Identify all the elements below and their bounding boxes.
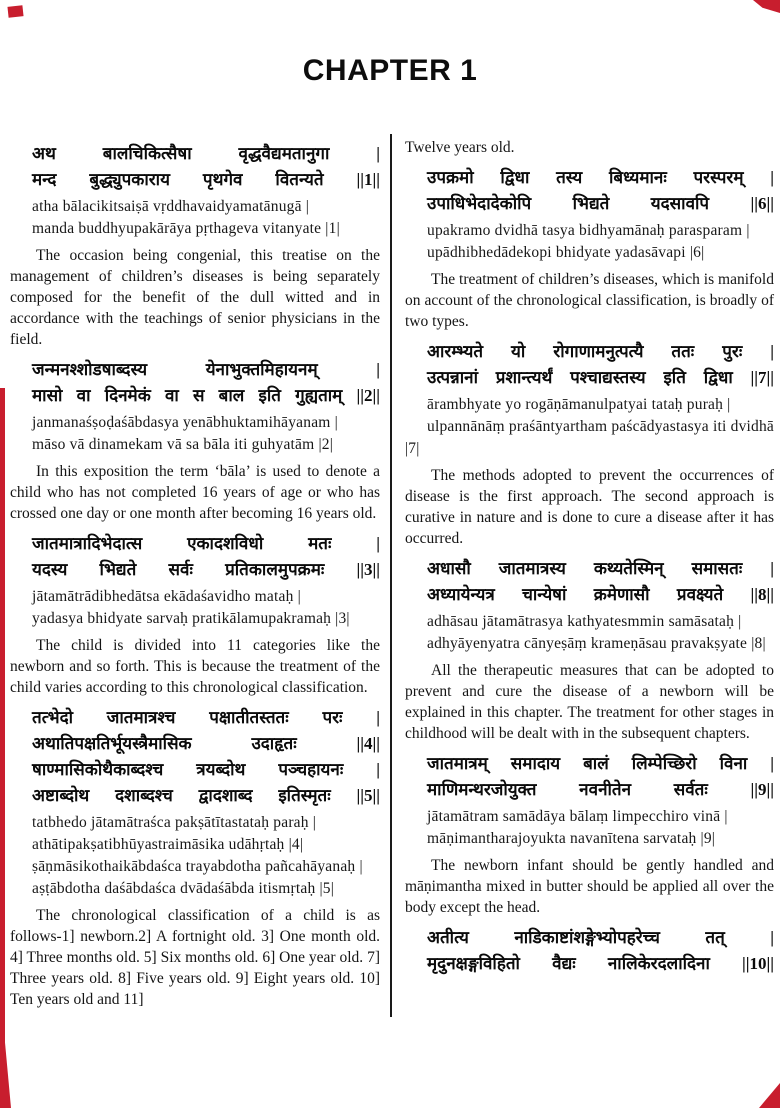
sanskrit-verse-line: उपक्रमो द्विधा तस्य बिध्यमानः परस्परम् |: [427, 168, 774, 187]
sanskrit-verse-line: यदस्य भिद्यते सर्वः प्रतिकालमुपक्रमः ||3||: [32, 560, 380, 579]
column-right: [392, 134, 774, 1017]
english-block: [10, 635, 380, 698]
english-paragraph: In this exposition the term ‘bāla’ is used to denote a child who has not completed 16 years of age or who has crossed one day or one month after becoming 16 years old.: [10, 463, 380, 522]
sanskrit-verse-line: जातमात्रादिभेदात्स एकादशविधो मतः |: [32, 534, 380, 553]
sanskrit-verse-line: अध्यायेन्यत्र चान्येषां क्रमेणासौ प्रवक्ष्यते ||8||: [427, 585, 774, 604]
transliteration-line: adhāsau jātamātrasya kathyatesmmin samāsataḥ |: [427, 613, 742, 630]
red-edge-mark-bottom-right: [759, 1083, 780, 1108]
english-paragraph: The newborn infant should be gently handled and māṇimantha mixed in butter should be applied all over the body except the head.: [405, 857, 774, 916]
transliteration-line: ṣāṇmāsikothaikābdaśca trayabdotha pañcahāyanaḥ |: [32, 858, 363, 875]
translit-block: [10, 586, 380, 630]
english-block: [405, 465, 774, 549]
verse-block: [405, 751, 774, 803]
verse-block: [405, 556, 774, 608]
transliteration-line: jātamātram samādāya bālaṃ limpecchiro vinā |: [427, 808, 728, 825]
page-title: CHAPTER 1: [302, 54, 478, 87]
sanskrit-verse-line: जन्मनश्शोडषाब्दस्य येनाभुक्तमिहायनम् |: [32, 360, 380, 379]
verse-block: [405, 165, 774, 217]
transliteration-line: manda buddhyupakārāya pṛthageva vitanyate |1|: [32, 220, 340, 237]
sanskrit-verse-line: तत्भेदो जातमात्रश्च पक्षातीतस्ततः परः |: [32, 708, 380, 727]
transliteration-line: adhyāyenyatra cānyeṣāṃ krameṇāsau pravakṣyate |8|: [427, 635, 766, 652]
english-block: [405, 855, 774, 918]
sanskrit-verse-line: षाण्मासिकोथैकाब्दश्च त्रयब्दोथ पञ्चहायनः |: [32, 760, 380, 779]
sanskrit-verse-line: मृदुनक्षङ्गविहितो वैद्यः नालिकेरदलादिना ||10||: [427, 954, 774, 973]
translit-block: [405, 220, 774, 264]
transliteration-line: upādhibhedādekopi bhidyate yadasāvapi |6|: [427, 244, 705, 261]
red-edge-strip-left: [0, 388, 5, 1108]
translit-block: [10, 196, 380, 240]
english-block: [405, 660, 774, 744]
column-left: [10, 134, 392, 1017]
english-block: [10, 905, 380, 1010]
english-block: [10, 245, 380, 350]
verse-block: [405, 925, 774, 977]
transliteration-line: atha bālacikitsaiṣā vṛddhavaidyamatānugā |: [32, 198, 310, 215]
red-edge-mark-top-left: [7, 5, 23, 18]
transliteration-line: ulpannānāṃ praśāntyartham paścādyastasya iti dvidhā |7|: [405, 418, 774, 457]
translit-block: [405, 611, 774, 655]
english-paragraph: The treatment of children’s diseases, which is manifold on account of the chronological classification, is broadly of two types.: [405, 271, 774, 330]
sanskrit-verse-line: जातमात्रम् समादाय बालं लिम्पेच्छिरो विना |: [427, 754, 774, 773]
english-block: [405, 137, 774, 158]
sanskrit-verse-line: उपाधिभेदादेकोपि भिद्यते यदसावपि ||6||: [427, 194, 774, 213]
verse-block: [405, 339, 774, 391]
english-block: [405, 269, 774, 332]
transliteration-line: jātamātrādibhedātsa ekādaśavidho mataḥ |: [32, 588, 301, 605]
verse-block: [10, 141, 380, 193]
transliteration-line: māso vā dinamekam vā sa bāla iti guhyatām |2|: [32, 436, 334, 453]
translit-block: [10, 412, 380, 456]
transliteration-line: aṣṭābdotha daśābdaśca dvādaśābda itismṛtaḥ |5|: [32, 880, 335, 897]
transliteration-line: upakramo dvidhā tasya bidhyamānaḥ parasparam |: [427, 222, 750, 239]
transliteration-line: janmanaśṣoḍaśābdasya yenābhuktamihāyanam |: [32, 414, 338, 431]
sanskrit-verse-line: उत्पन्नानां प्रशान्त्यर्थं पश्चाद्यस्तस्य इति द्विधा ||7||: [427, 368, 774, 387]
sanskrit-verse-line: अधासौ जातमात्रस्य कथ्यतेस्मिन् समासतः |: [427, 559, 774, 578]
transliteration-line: athātipakṣatibhūyastraimāsika udāhṛtaḥ |4|: [32, 836, 304, 853]
two-column-text: [10, 134, 774, 1017]
english-paragraph: The chronological classification of a child is as follows-1] newborn.2] A fortnight old. 3] One month old. 4] Three months old. 5] Six months old. 6] One year old. 7] Three years old. 8] Five years old. 9] Eight years old. 10] Ten years old and 11]: [10, 907, 380, 1008]
english-paragraph: The child is divided into 11 categories like the newborn and so forth. This is because the treatment of the child varies according to this chronological classification.: [10, 637, 380, 696]
english-paragraph: Twelve years old.: [405, 139, 515, 156]
transliteration-line: tatbhedo jātamātraśca pakṣātītastataḥ paraḥ |: [32, 814, 317, 831]
red-edge-mark-top-right: [753, 0, 780, 13]
sanskrit-verse-line: अष्टाब्दोथ दशाब्दश्च द्वादशाब्द इतिस्मृतः ||5||: [32, 786, 380, 805]
english-paragraph: The methods adopted to prevent the occurrences of disease is the first approach. The second approach is curative in nature and is done to cure a disease after it has occurred.: [405, 467, 774, 547]
translit-block: [405, 806, 774, 850]
sanskrit-verse-line: माणिमन्थरजोयुक्त नवनीतेन सर्वतः ||9||: [427, 780, 774, 799]
verse-block: [10, 357, 380, 409]
translit-block: [405, 394, 774, 460]
transliteration-line: yadasya bhidyate sarvaḥ pratikālamupakramaḥ |3|: [32, 610, 350, 627]
sanskrit-verse-line: अथातिपक्षतिर्भूयस्त्रैमासिक उदाहृतः ||4||: [32, 734, 380, 753]
sanskrit-verse-line: अथ बालचिकित्सैषा वृद्धवैद्यमतानुगा |: [32, 144, 380, 163]
verse-block: [10, 531, 380, 583]
sanskrit-verse-line: मन्द बुद्ध्युपकाराय पृथगेव वितन्यते ||1||: [32, 170, 380, 189]
english-paragraph: All the therapeutic measures that can be adopted to prevent and cure the disease of a newborn will be explained in this chapter. The treatment for other stages in childhood will be dealt with in the subsequent chapters.: [405, 662, 774, 742]
translit-block: [10, 812, 380, 900]
sanskrit-verse-line: मासो वा दिनमेकं वा स बाल इति गुह्यताम् ||2||: [32, 386, 380, 405]
english-block: [10, 461, 380, 524]
english-paragraph: The occasion being congenial, this treatise on the management of children’s diseases is being separately composed for the benefit of the dull witted and in accordance with the teachings of senior physicians in the field.: [10, 247, 380, 348]
red-edge-mark-bottom-left: [0, 1042, 11, 1108]
transliteration-line: ārambhyate yo rogāṇāmanulpatyai tataḥ puraḥ |: [427, 396, 731, 413]
sanskrit-verse-line: अतीत्य नाडिकाष्टांशङ्गेभ्योपहरेच्च तत् |: [427, 928, 774, 947]
transliteration-line: māṇimantharajoyukta navanītena sarvataḥ |9|: [427, 830, 716, 847]
sanskrit-verse-line: आरम्भ्यते यो रोगाणामनुत्पत्यै ततः पुरः |: [427, 342, 774, 361]
verse-block: [10, 705, 380, 809]
